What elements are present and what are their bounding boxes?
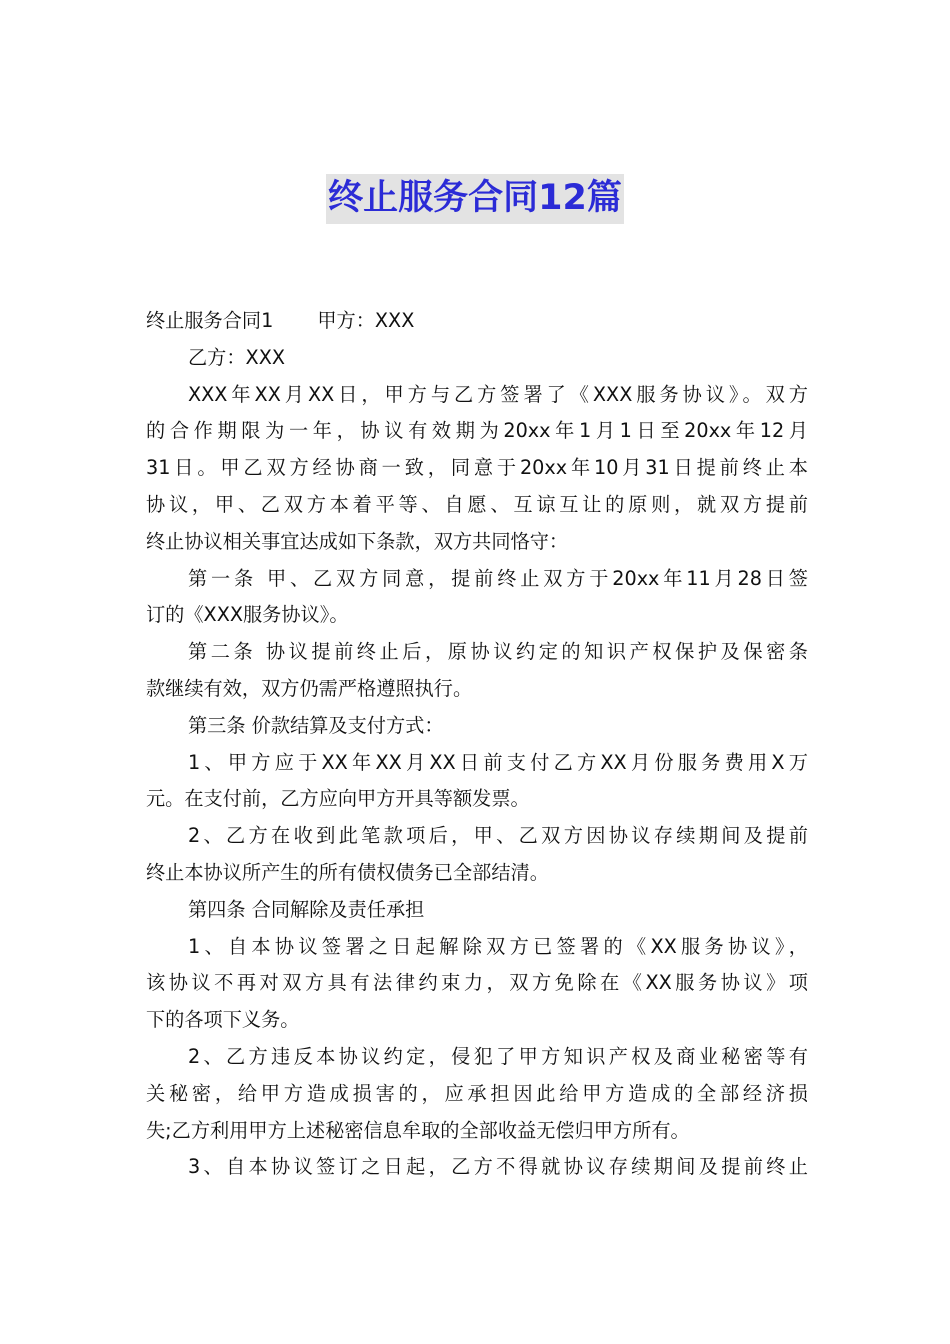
text-line: 31日。甲乙双方经协商一致，同意于20xx年10月31日提前终止本: [146, 456, 808, 480]
text-line: 下的各项下义务。: [146, 1008, 300, 1032]
text-line: 失;乙方利用甲方上述秘密信息牟取的全部收益无偿归甲方所有。: [146, 1118, 690, 1142]
text-line: 的合作期限为一年，协议有效期为20xx年1月1日至20xx年12月: [146, 419, 808, 443]
text-line: 3、自本协议签订之日起，乙方不得就协议存续期间及提前终止: [188, 1155, 808, 1179]
text-line: 关秘密，给甲方造成损害的，应承担因此给甲方造成的全部经济损: [146, 1081, 808, 1105]
text-line: 协议，甲、乙双方本着平等、自愿、互谅互让的原则，就双方提前: [146, 492, 808, 516]
text-line: 第二条 协议提前终止后，原协议约定的知识产权保护及保密条: [188, 640, 808, 664]
page-title: 终止服务合同12篇: [326, 174, 624, 224]
text-line: 1、甲方应于XX年XX月XX日前支付乙方XX月份服务费用X万: [188, 750, 808, 774]
party-b: 乙方：XXX: [188, 345, 285, 369]
text-line: 款继续有效，双方仍需严格遵照执行。: [146, 676, 473, 700]
text-line: 第三条 价款结算及支付方式：: [188, 713, 444, 737]
text-line: 第四条 合同解除及责任承担: [188, 897, 425, 921]
contract-heading-line: [146, 303, 808, 340]
text-line: 元。在支付前，乙方应向甲方开具等额发票。: [146, 787, 530, 811]
title-area: [0, 174, 950, 224]
text-line: 2、乙方违反本协议约定，侵犯了甲方知识产权及商业秘密等有: [188, 1044, 808, 1068]
document-body: [146, 303, 808, 1186]
text-line: 第一条 甲、乙双方同意，提前终止双方于20xx年11月28日签: [188, 566, 808, 590]
contract-label: 终止服务合同1: [146, 309, 274, 332]
text-line: 1、自本协议签署之日起解除双方已签署的《XX服务协议》，: [188, 934, 808, 958]
text-line: 终止本协议所产生的所有债权债务已全部结清。: [146, 860, 549, 884]
text-line: 终止协议相关事宜达成如下条款，双方共同恪守：: [146, 529, 569, 553]
text-line: 订的《XXX服务协议》。: [146, 603, 349, 627]
text-line: XXX年XX月XX日，甲方与乙方签署了《XXX服务协议》。双方: [188, 382, 808, 406]
text-line: 2、乙方在收到此笔款项后，甲、乙双方因协议存续期间及提前: [188, 824, 808, 848]
text-line: 该协议不再对双方具有法律约束力，双方免除在《XX服务协议》项: [146, 971, 808, 995]
party-a: 甲方：XXX: [317, 309, 415, 332]
